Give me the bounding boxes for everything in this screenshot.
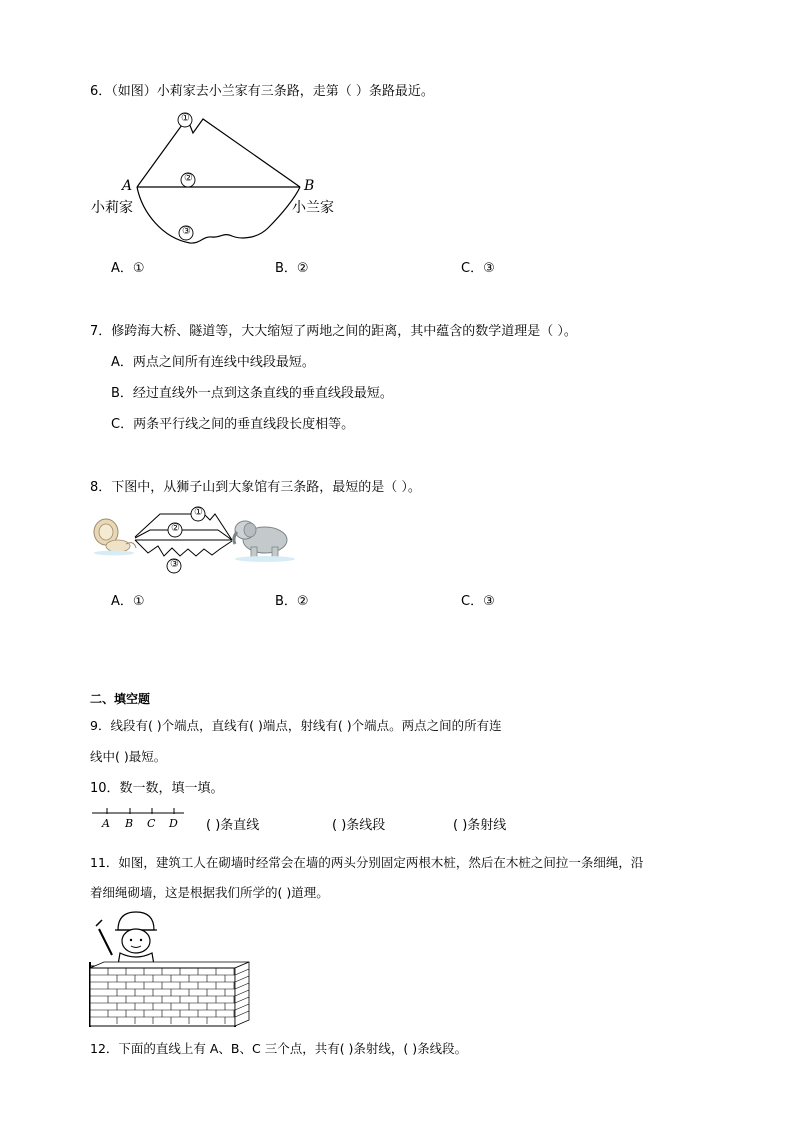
q8-route3-number: ③	[170, 559, 179, 570]
q6-route1-number: ①	[181, 113, 190, 124]
q9-line1: 9．线段有( )个端点，直线有( )端点，射线有( )个端点。两点之间的所有连	[90, 718, 502, 733]
q8-option-c[interactable]: C．③	[461, 594, 495, 609]
q6-point-a-label: A	[122, 178, 133, 194]
q6-stem: 6．（如图）小莉家去小兰家有三条路，走第（ ）条路最近。	[90, 84, 434, 99]
q10-blank-segments: ( )条线段	[332, 818, 386, 833]
q7-option-c[interactable]: C．两条平行线之间的垂直线段长度相等。	[111, 417, 355, 432]
q6-option-a[interactable]: A．①	[111, 261, 145, 276]
q10-blank-rays: ( )条射线	[453, 818, 507, 833]
q10-blank-lines: ( )条直线	[206, 818, 260, 833]
q11-line2: 着细绳砌墙，这是根据我们所学的( )道理。	[90, 885, 329, 900]
q6-option-c[interactable]: C．③	[461, 261, 495, 276]
q7-option-a[interactable]: A．两点之间所有连线中线段最短。	[111, 355, 315, 370]
q8-stem: 8．下图中，从狮子山到大象馆有三条路，最短的是（ ）。	[90, 480, 421, 495]
q6-route2-number: ②	[184, 173, 193, 184]
section-title: 二、填空题	[90, 692, 151, 706]
q10-point-b: B	[125, 817, 134, 830]
q8-route1-number: ①	[194, 507, 203, 518]
q9-line2: 线中( )最短。	[90, 749, 167, 764]
q10-point-d: D	[169, 817, 178, 830]
q6-point-b-label: B	[304, 178, 315, 194]
worker-icon	[96, 912, 157, 965]
q7-stem: 7．修跨海大桥、隧道等，大大缩短了两地之间的距离，其中蕴含的数学道理是（ ）。	[90, 324, 577, 339]
q6-home-b-label: 小兰家	[292, 200, 334, 216]
q7-option-b[interactable]: B．经过直线外一点到这条直线的垂直线段最短。	[111, 386, 393, 401]
q6-home-a-label: 小莉家	[91, 200, 133, 216]
q8-option-a[interactable]: A．①	[111, 594, 145, 609]
q6-option-b[interactable]: B．②	[275, 261, 309, 276]
q10-stem: 10．数一数，填一填。	[90, 781, 224, 796]
q10-point-c: C	[147, 817, 156, 830]
q11-line1: 11．如图，建筑工人在砌墙时经常会在墙的两头分别固定两根木桩，然后在木桩之间拉一条细绳，沿	[90, 855, 644, 870]
q12-stem: 12．下面的直线上有 A、B、C 三个点，共有( )条射线，( )条线段。	[90, 1041, 468, 1056]
q8-route2-number: ②	[171, 523, 180, 534]
q6-route3-number: ③	[182, 226, 191, 237]
q10-point-a: A	[102, 817, 110, 830]
q8-option-b[interactable]: B．②	[275, 594, 309, 609]
